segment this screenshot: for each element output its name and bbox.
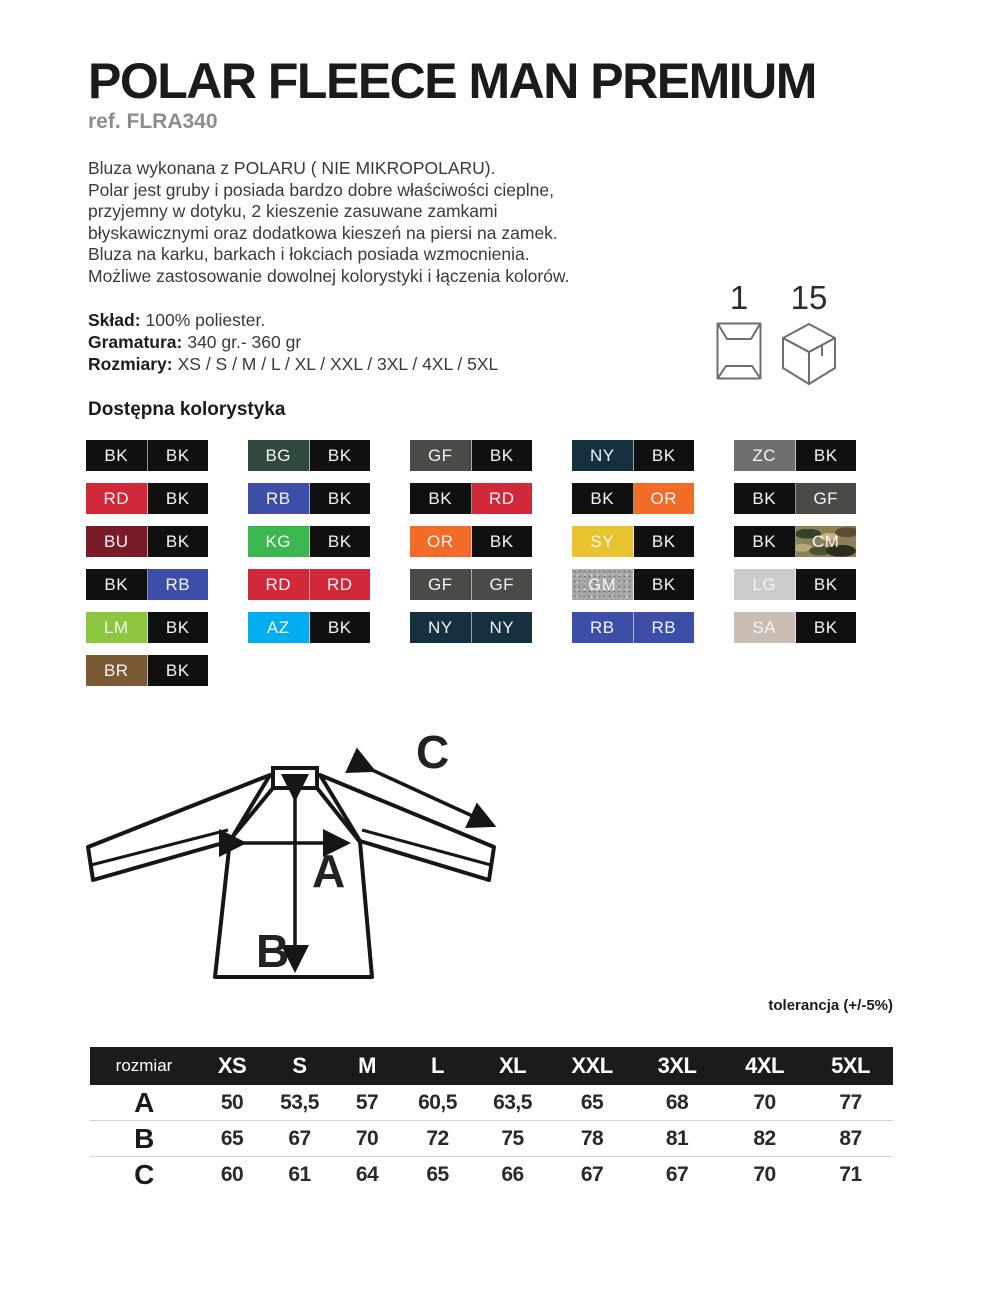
color-swatch-gm-bk: [572, 569, 694, 600]
measure-value: 65: [426, 1163, 449, 1186]
color-swatch-bk-rb: [86, 569, 208, 600]
color-half-bk: [472, 440, 533, 471]
measure-value: 87: [839, 1126, 862, 1150]
spec-line: [88, 310, 498, 332]
color-half-sy: [572, 526, 634, 557]
measure-value: 75: [501, 1126, 524, 1150]
description-line: błyskawicznymi oraz dodatkowa kieszeń na piersi na zamek.: [88, 222, 558, 243]
measure-value: 53,5: [280, 1090, 319, 1114]
spec-value: 340 gr.- 360 gr: [187, 331, 302, 352]
measure-value: 67: [288, 1126, 311, 1150]
color-half-bk: [310, 526, 371, 557]
measure-value: 82: [753, 1126, 776, 1150]
description-line: Polar jest gruby i posiada bardzo dobre właściwości cieplne,: [88, 179, 554, 200]
color-swatch-bk-gf: [734, 483, 856, 514]
color-code: RB: [265, 488, 291, 508]
color-half-bk: [734, 483, 796, 514]
spec-label: Gramatura:: [88, 331, 183, 352]
color-code: BK: [813, 617, 838, 637]
color-swatch-bk-bk: [86, 440, 208, 471]
table-header: [90, 1047, 893, 1085]
color-swatch-or-bk: [410, 526, 532, 557]
color-grid: [86, 440, 856, 686]
color-half-gf: [410, 440, 472, 471]
description-line: Możliwe zastosowanie dowolnej kolorystyki i łączenia kolorów.: [88, 265, 570, 286]
description: [88, 158, 569, 288]
measure-value: 64: [355, 1163, 379, 1186]
color-half-ny: [410, 612, 472, 643]
measure-label: B: [134, 1122, 154, 1154]
carton-box-icon: [780, 322, 838, 386]
measure-value: 63,5: [493, 1090, 532, 1114]
color-code: OR: [650, 488, 677, 508]
color-code: LM: [103, 617, 129, 637]
dim-label-a: A: [312, 845, 346, 897]
color-code: ZC: [752, 445, 777, 465]
color-code: BK: [651, 445, 676, 465]
color-code: BK: [165, 488, 190, 508]
color-half-bk: [572, 483, 634, 514]
color-swatch-bu-bk: [86, 526, 208, 557]
color-code: BK: [165, 445, 190, 465]
color-half-bk: [634, 440, 695, 471]
spec-line: [88, 354, 498, 376]
measure-value: 60,5: [418, 1090, 457, 1114]
color-code: BK: [489, 445, 514, 465]
color-swatch-bk-cm: [734, 526, 856, 557]
color-code: GF: [813, 488, 839, 508]
color-half-sa: [734, 612, 796, 643]
color-half-zc: [734, 440, 796, 471]
color-half-rb: [572, 612, 634, 643]
color-half-rb: [148, 569, 209, 600]
size-table: [90, 1047, 893, 1193]
color-code: RD: [488, 488, 515, 508]
color-code: GF: [489, 574, 515, 594]
color-half-rd: [86, 483, 148, 514]
description-line: przyjemny w dotyku, 2 kieszenie zasuwane zamkami: [88, 201, 498, 222]
measure-value: 70: [355, 1126, 379, 1150]
measure-value: 66: [501, 1163, 524, 1186]
color-swatch-ny-bk: [572, 440, 694, 471]
color-half-bg: [248, 440, 310, 471]
color-code: RD: [103, 488, 130, 508]
measure-row-b: [90, 1121, 893, 1157]
color-code: BK: [813, 445, 838, 465]
color-code: NY: [489, 617, 515, 637]
color-half-az: [248, 612, 310, 643]
color-code: RB: [589, 617, 615, 637]
color-half-bk: [148, 483, 209, 514]
color-column: [572, 440, 694, 686]
color-column: [248, 440, 370, 686]
color-swatch-rb-bk: [248, 483, 370, 514]
color-code: BK: [327, 531, 352, 551]
color-code: RD: [326, 574, 353, 594]
measure-value: 65: [220, 1126, 244, 1150]
size-column-header: S: [292, 1053, 307, 1078]
color-half-gf: [796, 483, 857, 514]
specs: [88, 310, 498, 375]
measure-row-a: [90, 1085, 893, 1121]
color-code: BK: [651, 531, 676, 551]
color-half-gf: [472, 569, 533, 600]
color-half-bk: [310, 483, 371, 514]
color-swatch-gf-bk: [410, 440, 532, 471]
color-code: RD: [265, 574, 292, 594]
color-code: BK: [813, 574, 838, 594]
color-code: NY: [427, 617, 453, 637]
color-code: BK: [327, 445, 352, 465]
jacket-diagram: [80, 735, 500, 985]
measure-value: 57: [355, 1090, 379, 1114]
measure-value: 68: [665, 1090, 689, 1114]
measure-value: 70: [753, 1163, 776, 1186]
color-swatch-br-bk: [86, 655, 208, 686]
spec-line: [88, 332, 498, 354]
color-swatch-ny-ny: [410, 612, 532, 643]
color-code: BK: [165, 531, 190, 551]
spec-value: 100% poliester.: [145, 310, 266, 330]
color-half-rd: [472, 483, 533, 514]
color-code: BK: [327, 617, 352, 637]
jacket-collar: [273, 768, 317, 788]
color-code: SA: [752, 617, 777, 637]
color-swatch-az-bk: [248, 612, 370, 643]
color-half-bk: [86, 569, 148, 600]
measure-value: 72: [426, 1126, 449, 1150]
color-code: LG: [752, 574, 777, 594]
color-half-cm: [796, 526, 857, 557]
color-code: RB: [165, 574, 191, 594]
color-code: BK: [165, 660, 190, 680]
color-swatch-lm-bk: [86, 612, 208, 643]
color-half-or: [410, 526, 472, 557]
description-line: Bluza wykonana z POLARU ( NIE MIKROPOLARU).: [88, 158, 496, 178]
color-code: NY: [589, 445, 615, 465]
size-column-header: 3XL: [657, 1053, 697, 1078]
color-half-bk: [148, 655, 209, 686]
color-half-bk: [796, 569, 857, 600]
color-swatch-bk-or: [572, 483, 694, 514]
colors-heading: Dostępna kolorystyka: [88, 399, 286, 420]
color-swatch-zc-bk: [734, 440, 856, 471]
color-code: BK: [489, 531, 514, 551]
color-half-ny: [572, 440, 634, 471]
color-code: RB: [651, 617, 677, 637]
color-half-bk: [472, 526, 533, 557]
color-half-or: [634, 483, 695, 514]
color-swatch-sa-bk: [734, 612, 856, 643]
color-code: BK: [104, 574, 129, 594]
size-column-header: L: [431, 1053, 444, 1078]
color-code: GF: [427, 574, 453, 594]
description-line: Bluza na karku, barkach i łokciach posiada wzmocnienia.: [88, 244, 530, 265]
color-half-bk: [148, 612, 209, 643]
polybag-icon: [716, 322, 762, 380]
page-title: POLAR FLEECE MAN PREMIUM: [88, 53, 816, 109]
color-code: AZ: [266, 617, 290, 637]
color-half-bk: [310, 440, 371, 471]
color-column: [410, 440, 532, 686]
color-swatch-bg-bk: [248, 440, 370, 471]
color-half-bk: [86, 440, 148, 471]
size-column-header: M: [358, 1053, 376, 1078]
product-reference: ref. FLRA340: [88, 110, 218, 133]
color-half-bk: [634, 569, 695, 600]
measurement-diagram: [80, 735, 500, 990]
color-half-gf: [410, 569, 472, 600]
color-code: GF: [427, 445, 453, 465]
color-half-bk: [148, 440, 209, 471]
measure-value: 70: [753, 1090, 776, 1114]
size-column-header: XXL: [571, 1053, 613, 1078]
size-column-header: 4XL: [745, 1053, 784, 1078]
size-column-header: 5XL: [831, 1053, 870, 1078]
color-swatch-lg-bk: [734, 569, 856, 600]
color-code: BK: [752, 488, 777, 508]
packaging-info: [716, 280, 838, 386]
measure-value: 50: [220, 1090, 244, 1114]
color-code: BK: [104, 445, 129, 465]
color-code: OR: [427, 531, 454, 551]
color-half-bk: [796, 612, 857, 643]
color-half-br: [86, 655, 148, 686]
color-code: BK: [590, 488, 615, 508]
carton-count: 15: [790, 279, 828, 316]
measure-value: 60: [220, 1163, 244, 1186]
color-half-rb: [634, 612, 695, 643]
color-half-gm: [572, 569, 634, 600]
carton-unit: [780, 280, 838, 386]
color-swatch-kg-bk: [248, 526, 370, 557]
color-swatch-rb-rb: [572, 612, 694, 643]
color-code: BK: [651, 574, 676, 594]
polybag-unit: [716, 280, 762, 380]
measure-value: 67: [665, 1163, 689, 1186]
color-half-rd: [310, 569, 371, 600]
measure-value: 77: [839, 1090, 862, 1114]
color-swatch-gf-gf: [410, 569, 532, 600]
color-code: BK: [428, 488, 453, 508]
color-half-bk: [634, 526, 695, 557]
measure-label: C: [134, 1159, 154, 1190]
spec-label: Skład:: [88, 310, 141, 330]
color-half-bu: [86, 526, 148, 557]
color-code: BK: [752, 531, 777, 551]
color-half-rb: [248, 483, 310, 514]
corner-label: rozmiar: [115, 1056, 173, 1075]
spec-value: XS / S / M / L / XL / XXL / 3XL / 4XL / 5XL: [177, 353, 499, 374]
size-column-header: XL: [498, 1053, 527, 1078]
tolerance-note: tolerancja (+/-5%): [768, 997, 893, 1014]
color-swatch-rd-bk: [86, 483, 208, 514]
color-half-bk: [148, 526, 209, 557]
color-half-bk: [734, 526, 796, 557]
color-code: BK: [327, 488, 352, 508]
color-swatch-bk-rd: [410, 483, 532, 514]
color-half-kg: [248, 526, 310, 557]
dim-label-c: C: [416, 735, 450, 778]
color-code: GM: [588, 574, 617, 594]
color-half-bk: [310, 612, 371, 643]
color-code: BK: [165, 617, 190, 637]
spec-label: Rozmiary:: [88, 353, 173, 374]
color-half-lg: [734, 569, 796, 600]
color-swatch-rd-rd: [248, 569, 370, 600]
size-column-header: XS: [217, 1053, 247, 1078]
measure-value: 71: [839, 1163, 862, 1186]
measure-value: 61: [288, 1163, 311, 1186]
color-code: BR: [103, 660, 129, 680]
measure-label: A: [134, 1086, 154, 1118]
color-code: SY: [590, 531, 615, 551]
color-swatch-sy-bk: [572, 526, 694, 557]
measure-value: 65: [580, 1090, 604, 1114]
polybag-count: 1: [729, 279, 749, 316]
color-column: [734, 440, 856, 686]
color-code: CM: [812, 531, 840, 551]
measure-row-c: [90, 1157, 893, 1193]
color-column: [86, 440, 208, 686]
color-half-bk: [796, 440, 857, 471]
color-half-rd: [248, 569, 310, 600]
color-half-bk: [410, 483, 472, 514]
color-half-lm: [86, 612, 148, 643]
color-code: BU: [103, 531, 129, 551]
measure-value: 81: [665, 1126, 689, 1150]
table-body: [90, 1085, 893, 1193]
color-code: BG: [265, 445, 292, 465]
measure-value: 78: [580, 1126, 604, 1150]
dim-label-b: B: [256, 925, 290, 977]
color-code: KG: [265, 531, 292, 551]
color-half-ny: [472, 612, 533, 643]
measure-value: 67: [580, 1163, 604, 1186]
